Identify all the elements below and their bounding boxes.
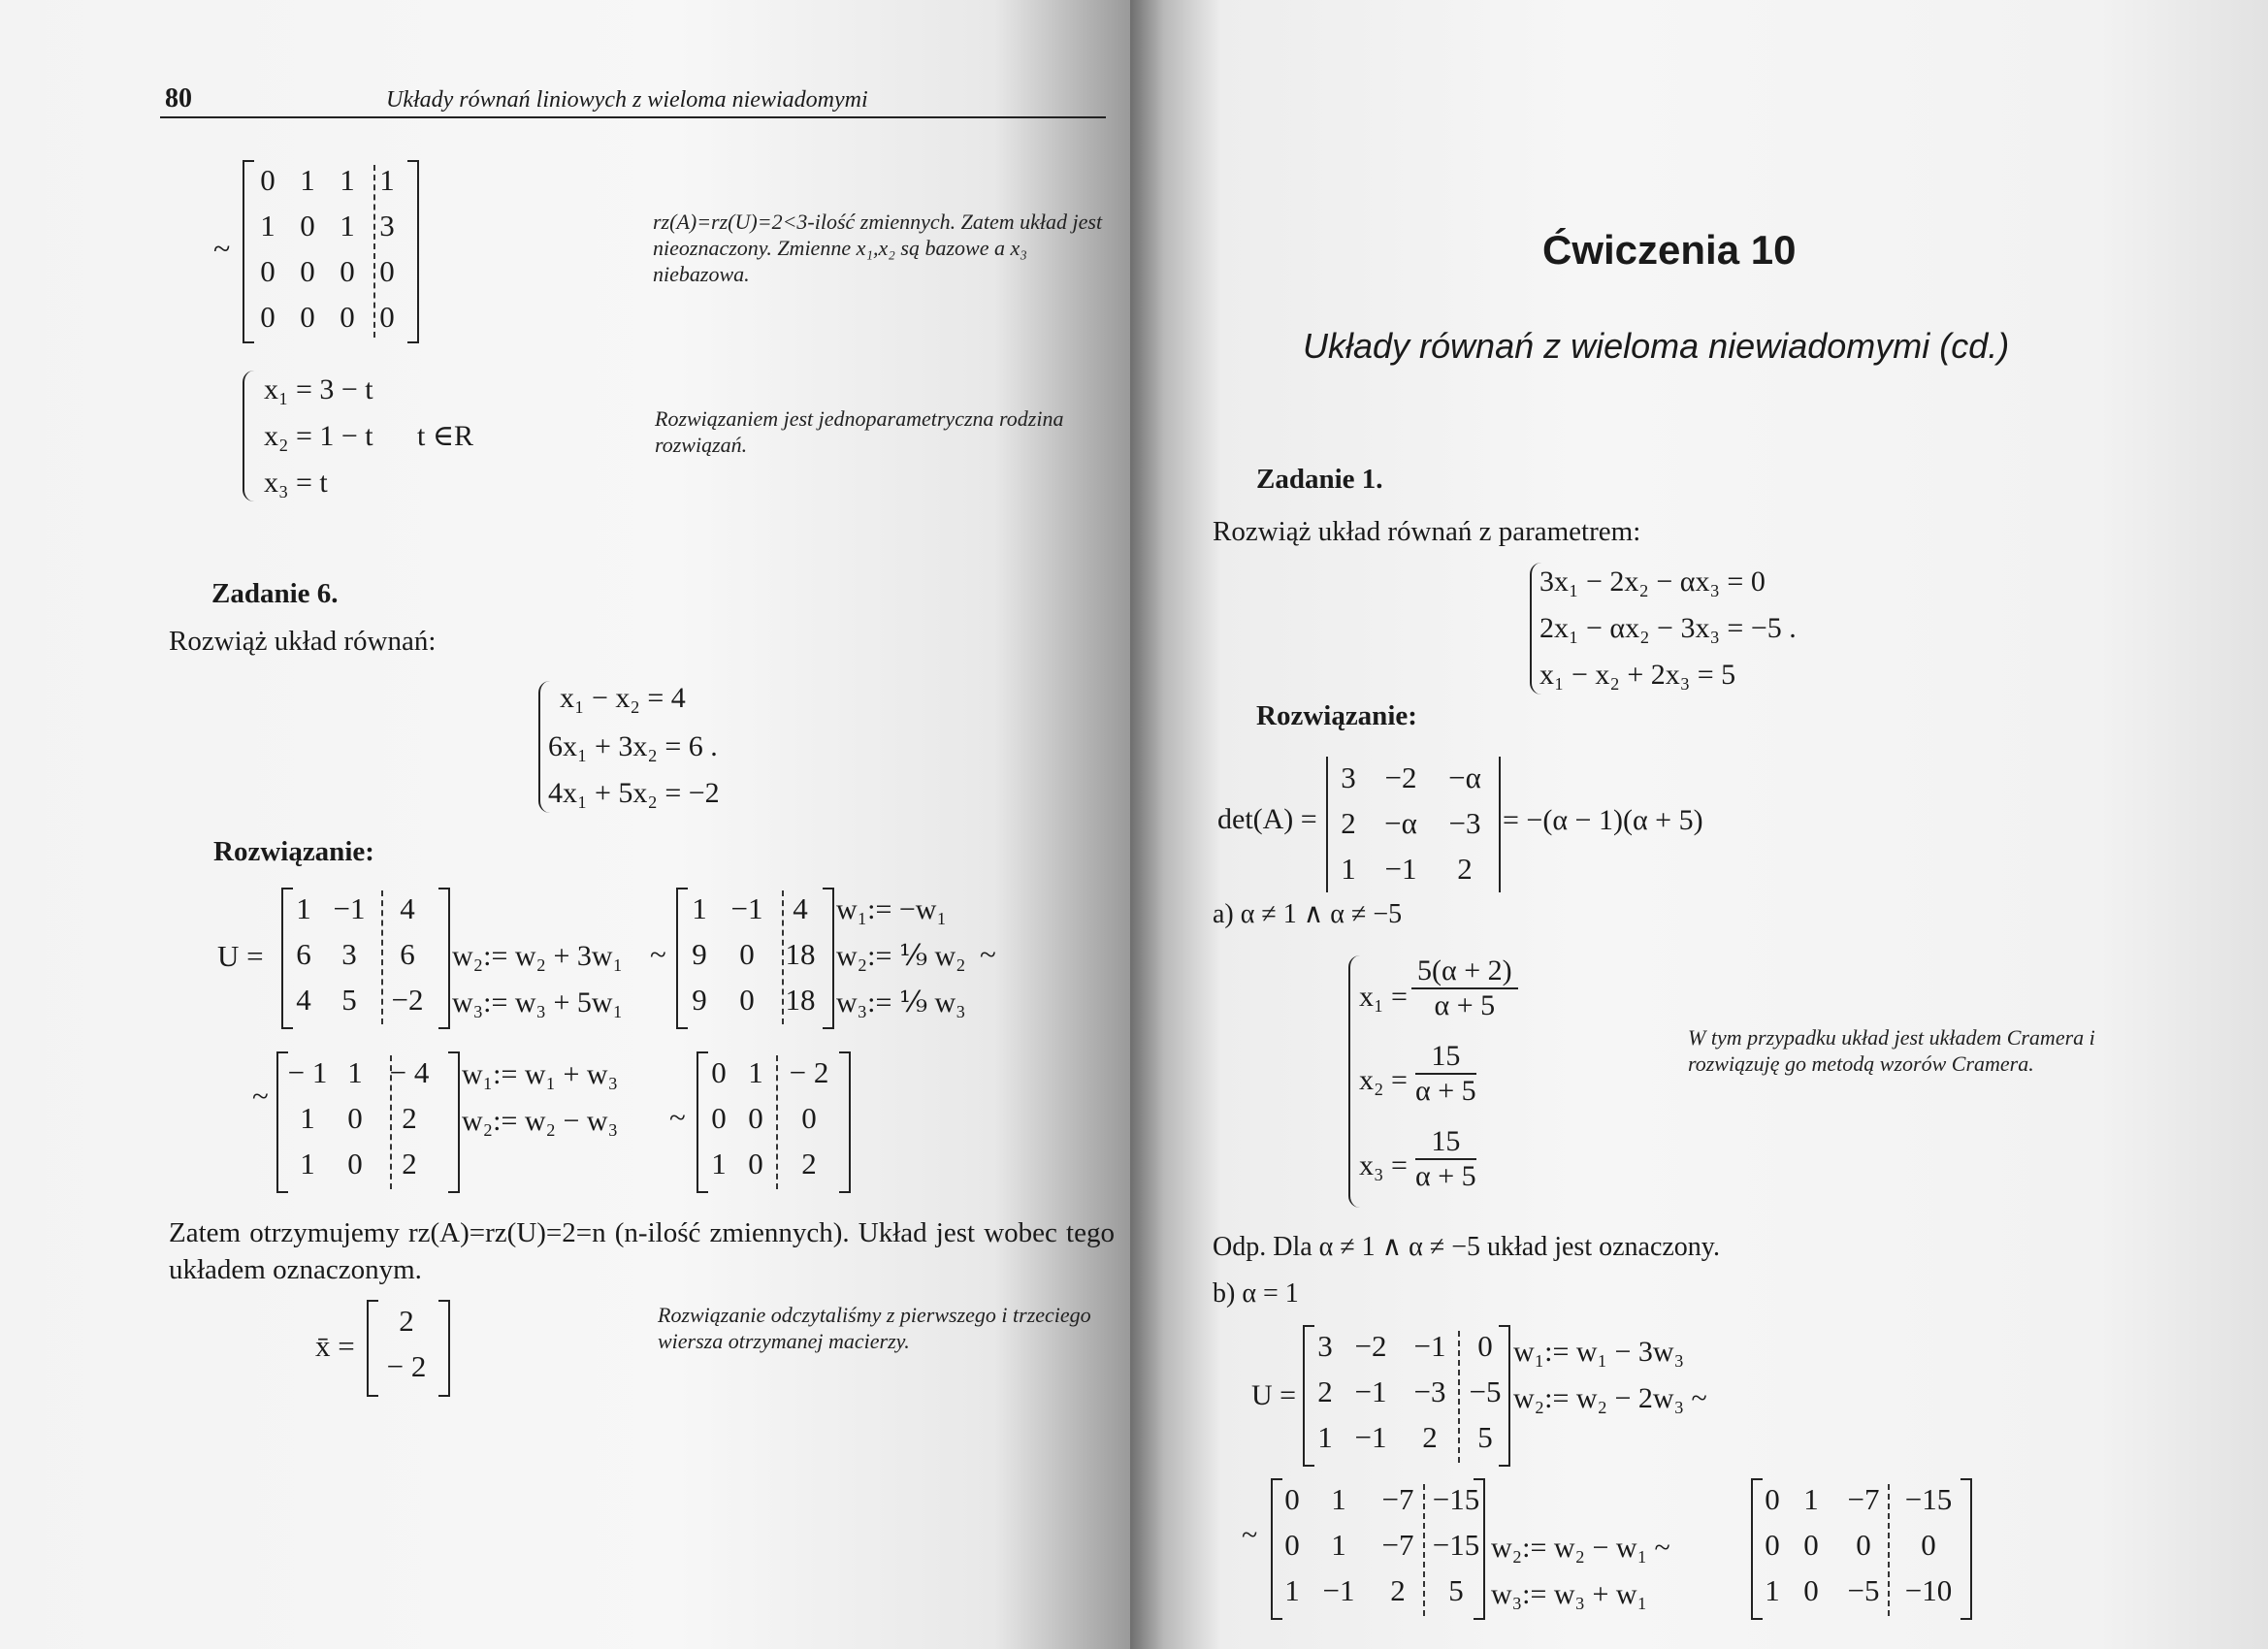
- matrix-cell: 1: [748, 1055, 763, 1089]
- fraction-denominator: α + 5: [1415, 1160, 1476, 1192]
- matrix-cell: 0: [260, 163, 275, 197]
- matrix-cell: 1: [300, 163, 315, 197]
- fraction-denominator: α + 5: [1434, 989, 1496, 1021]
- matrix-cell: 2: [402, 1147, 417, 1180]
- fraction-numerator: 15: [1415, 1040, 1476, 1075]
- matrix-cell: −5: [1469, 1374, 1502, 1408]
- solution-heading: Rozwiązanie:: [1256, 700, 1417, 731]
- bracket-right: [1474, 1478, 1485, 1620]
- matrix-cell: 0: [340, 254, 355, 288]
- matrix-cell: 0: [1803, 1573, 1819, 1607]
- matrix-cell: 1: [1317, 1420, 1333, 1454]
- determinant-cell: −2: [1384, 760, 1417, 794]
- matrix-cell: −1: [730, 891, 763, 925]
- matrix-cell: 0: [739, 983, 755, 1017]
- cramer-frac-2: [1415, 1040, 1476, 1108]
- matrix-cell: −1: [1322, 1573, 1355, 1607]
- vector-cell: 2: [399, 1304, 414, 1338]
- running-header: Układy równań liniowych z wieloma niewiadomymi: [386, 87, 868, 113]
- matrix-W: [1756, 1476, 1963, 1613]
- matrix-cell: 0: [340, 300, 355, 334]
- determinant-cell: −1: [1384, 852, 1417, 886]
- row-op: w₁:= −w₁: [836, 893, 947, 925]
- matrix-cell: 1: [692, 891, 707, 925]
- matrix-cell: −7: [1847, 1482, 1880, 1516]
- row-op: w₂:= ⅑ w₂: [836, 940, 966, 972]
- matrix-cell: −1: [1354, 1420, 1387, 1454]
- page-number: 80: [165, 83, 192, 113]
- matrix-cell: 0: [300, 209, 315, 242]
- cramer-frac-1: [1411, 954, 1518, 1022]
- matrix-cell: 0: [1765, 1528, 1780, 1562]
- determinant-matrix: [1330, 755, 1495, 891]
- matrix-cell: 6: [296, 937, 311, 971]
- bracket-right: [407, 160, 419, 343]
- param-eq-3: x₃ = t: [264, 467, 328, 499]
- matrix-cell: 0: [1921, 1528, 1936, 1562]
- task-text: Rozwiąż układ równań z parametrem:: [1213, 516, 1641, 547]
- row-op: w₁:= w₁ + w₃: [462, 1058, 619, 1090]
- left-page: [0, 0, 1130, 1649]
- matrix-cell: 5: [1448, 1573, 1464, 1607]
- matrix-cell: 1: [1331, 1482, 1346, 1516]
- U-label: U =: [217, 939, 264, 973]
- case-b: b) α = 1: [1213, 1278, 1299, 1309]
- system-eq-1: x₁ − x₂ = 4: [560, 682, 686, 714]
- matrix-cell: − 1: [287, 1055, 328, 1089]
- bracket-right: [1499, 1325, 1510, 1467]
- bracket-right: [1960, 1478, 1972, 1620]
- matrix-cell: 1: [347, 1055, 363, 1089]
- fraction-denominator: α + 5: [1415, 1075, 1476, 1107]
- matrix-cell: 2: [1317, 1374, 1333, 1408]
- matrix-cell: 2: [801, 1147, 817, 1180]
- system-eq-2: 2x₁ − αx₂ − 3x₃ = −5 .: [1539, 612, 1797, 644]
- bracket-right: [438, 888, 450, 1029]
- matrix-cell: −10: [1904, 1573, 1953, 1607]
- determinant-cell: −3: [1448, 806, 1481, 840]
- matrix-cell: 4: [400, 891, 415, 925]
- matrix-cell: −15: [1432, 1482, 1480, 1516]
- matrix-2: [287, 886, 437, 1022]
- det-bar-left: [1326, 757, 1328, 892]
- note-rank: rz(A)=rz(U)=2<3-ilość zmiennych. Zatem układ jest nieoznaczony. Zmienne x₁,x₂ są bazowe a x₃ niebazowa.: [653, 210, 1103, 286]
- answer-text: Odp. Dla α ≠ 1 ∧ α ≠ −5 układ jest oznaczony.: [1213, 1232, 1720, 1262]
- param-eq-1: x₁ = 3 − t: [264, 373, 373, 405]
- matrix-cell: 0: [347, 1101, 363, 1135]
- matrix-cell: 3: [341, 937, 357, 971]
- bracket-right: [438, 1300, 450, 1397]
- tilde: ~: [252, 1079, 269, 1113]
- tilde: ~: [213, 231, 231, 266]
- det-result: = −(α − 1)(α + 5): [1503, 804, 1703, 836]
- row-op: w₂:= w₂ − 2w₃ ~: [1513, 1382, 1707, 1414]
- matrix-3: [681, 886, 825, 1022]
- tilde: ~: [980, 937, 996, 971]
- matrix-cell: 1: [300, 1147, 315, 1180]
- param-eq-2: x₂ = 1 − t: [264, 420, 373, 452]
- tilde: ~: [669, 1100, 686, 1134]
- matrix-cell: 9: [692, 983, 707, 1017]
- matrix-cell: 0: [711, 1101, 727, 1135]
- matrix-cell: 1: [379, 163, 395, 197]
- determinant-cell: −α: [1384, 806, 1417, 840]
- note-family: Rozwiązaniem jest jednoparametryczna rodzina rozwiązań.: [655, 406, 1064, 457]
- task-heading: Zadanie 6.: [211, 578, 339, 609]
- matrix-cell: 2: [402, 1101, 417, 1135]
- row-op: w₂:= w₂ + 3w₁: [452, 940, 624, 972]
- bracket-right: [839, 1051, 851, 1193]
- matrix-cell: −15: [1432, 1528, 1480, 1562]
- fraction-numerator: 15: [1415, 1125, 1476, 1160]
- system-eq-3: 4x₁ + 5x₂ = −2: [548, 777, 720, 809]
- matrix-cell: 3: [1317, 1329, 1333, 1363]
- header-rule: [160, 116, 1106, 118]
- fraction-numerator: 5(α + 2): [1411, 954, 1518, 989]
- matrix-cell: 1: [340, 209, 355, 242]
- matrix-cell: 0: [1284, 1528, 1300, 1562]
- augment-line: [1458, 1331, 1460, 1463]
- system-eq-2: 6x₁ + 3x₂ = 6 .: [548, 730, 718, 762]
- cramer-frac-3: [1415, 1125, 1476, 1193]
- matrix-cell: 0: [1765, 1482, 1780, 1516]
- matrix-cell: 1: [1284, 1573, 1300, 1607]
- cramer-var-3: x₃ =: [1359, 1149, 1408, 1181]
- determinant-cell: −α: [1448, 760, 1481, 794]
- matrix-cell: 4: [793, 891, 808, 925]
- augment-line: [390, 1055, 392, 1189]
- case-a: a) α ≠ 1 ∧ α ≠ −5: [1213, 899, 1403, 929]
- matrix-cell: − 4: [389, 1055, 430, 1089]
- row-op: w₁:= w₁ − 3w₃: [1513, 1336, 1685, 1368]
- matrix-cell: 0: [748, 1147, 763, 1180]
- matrix-cell: 1: [711, 1147, 727, 1180]
- matrix-4: [281, 1050, 442, 1186]
- matrix-cell: 1: [300, 1101, 315, 1135]
- task-text: Rozwiąż układ równań:: [169, 626, 437, 657]
- matrix-1: [250, 157, 409, 340]
- matrix-cell: −2: [391, 983, 424, 1017]
- matrix-cell: 0: [1477, 1329, 1493, 1363]
- matrix-cell: 5: [341, 983, 357, 1017]
- determinant-cell: 2: [1341, 806, 1356, 840]
- augment-line: [1423, 1484, 1425, 1616]
- matrix-cell: 0: [347, 1147, 363, 1180]
- row-op: w₂:= w₂ − w₃: [462, 1105, 619, 1137]
- row-op: w₃:= w₃ + w₁: [1491, 1578, 1648, 1610]
- determinant-cell: 2: [1457, 852, 1473, 886]
- row-op: w₃:= w₃ + 5w₁: [452, 986, 624, 1018]
- matrix-cell: −1: [1413, 1329, 1446, 1363]
- matrix-cell: 0: [300, 300, 315, 334]
- determinant-cell: 1: [1341, 852, 1356, 886]
- matrix-cell: −1: [333, 891, 366, 925]
- matrix-cell: 18: [785, 983, 816, 1017]
- matrix-cell: 0: [801, 1101, 817, 1135]
- determinant-cell: 3: [1341, 760, 1356, 794]
- augment-line: [381, 890, 383, 1024]
- matrix-cell: 4: [296, 983, 311, 1017]
- row-op: w₃:= ⅑ w₃: [836, 986, 966, 1018]
- row-op: w₂:= w₂ − w₁ ~: [1491, 1532, 1670, 1564]
- bracket-right: [448, 1051, 460, 1193]
- augment-line: [373, 165, 375, 338]
- system-eq-1: 3x₁ − 2x₂ − αx₃ = 0: [1539, 566, 1766, 598]
- matrix-U: [1309, 1323, 1510, 1460]
- matrix-cell: 0: [739, 937, 755, 971]
- matrix-cell: 6: [400, 937, 415, 971]
- matrix-cell: 1: [1331, 1528, 1346, 1562]
- matrix-cell: − 2: [789, 1055, 829, 1089]
- matrix-cell: 2: [1422, 1420, 1438, 1454]
- augment-line: [776, 1055, 778, 1189]
- matrix-cell: 0: [379, 254, 395, 288]
- det-bar-right: [1499, 757, 1501, 892]
- matrix-cell: 18: [785, 937, 816, 971]
- matrix-cell: 3: [379, 209, 395, 242]
- matrix-cell: −1: [1354, 1374, 1387, 1408]
- cramer-var-2: x₂ =: [1359, 1064, 1408, 1096]
- bracket-right: [823, 888, 834, 1029]
- chapter-title: Ćwiczenia 10: [1542, 227, 1797, 273]
- matrix-cell: 0: [1856, 1528, 1871, 1562]
- vector-cell: − 2: [386, 1349, 427, 1383]
- conclusion-text: Zatem otrzymujemy rz(A)=rz(U)=2=n (n-ilość zmiennych). Układ jest wobec tego układem oznaczonym.: [169, 1217, 1115, 1285]
- matrix-V: [1276, 1476, 1485, 1613]
- note-cramer: W tym przypadku układ jest układem Cramera i rozwiązuję go metodą wzorów Cramera.: [1688, 1025, 2095, 1076]
- task-heading: Zadanie 1.: [1256, 464, 1383, 495]
- augment-line: [1888, 1484, 1890, 1616]
- matrix-cell: 0: [260, 254, 275, 288]
- matrix-cell: 0: [1803, 1528, 1819, 1562]
- U-label: U =: [1251, 1379, 1297, 1411]
- matrix-cell: −15: [1904, 1482, 1953, 1516]
- solution-heading: Rozwiązanie:: [213, 836, 374, 867]
- matrix-cell: −7: [1381, 1482, 1414, 1516]
- matrix-cell: 1: [340, 163, 355, 197]
- matrix-cell: 2: [1390, 1573, 1406, 1607]
- matrix-cell: 1: [1803, 1482, 1819, 1516]
- matrix-cell: 0: [379, 300, 395, 334]
- matrix-cell: 1: [1765, 1573, 1780, 1607]
- matrix-cell: 0: [748, 1101, 763, 1135]
- matrix-cell: −3: [1413, 1374, 1446, 1408]
- augment-line: [782, 890, 784, 1024]
- param-domain: t ∈R: [417, 420, 474, 452]
- tilde: ~: [1242, 1519, 1258, 1551]
- matrix-cell: 0: [260, 300, 275, 334]
- chapter-subtitle: Układy równań z wieloma niewiadomymi (cd.): [1303, 326, 2010, 366]
- matrix-cell: 1: [296, 891, 311, 925]
- right-page: [1130, 0, 2268, 1649]
- matrix-5: [701, 1050, 843, 1186]
- det-label: det(A) =: [1217, 803, 1317, 835]
- matrix-cell: −7: [1381, 1528, 1414, 1562]
- matrix-cell: 5: [1477, 1420, 1493, 1454]
- matrix-cell: −2: [1354, 1329, 1387, 1363]
- brace: [243, 371, 258, 501]
- matrix-cell: 0: [300, 254, 315, 288]
- system-eq-3: x₁ − x₂ + 2x₃ = 5: [1539, 659, 1736, 691]
- matrix-cell: 0: [1284, 1482, 1300, 1516]
- matrix-cell: −5: [1847, 1573, 1880, 1607]
- cramer-var-1: x₁ =: [1359, 981, 1408, 1013]
- matrix-cell: 9: [692, 937, 707, 971]
- xbar-label: x̄ =: [315, 1329, 355, 1363]
- matrix-cell: 0: [711, 1055, 727, 1089]
- tilde: ~: [650, 937, 666, 971]
- xbar-vector: [373, 1298, 440, 1389]
- note-readout: Rozwiązanie odczytaliśmy z pierwszego i trzeciego wiersza otrzymanej macierzy.: [658, 1303, 1091, 1353]
- matrix-cell: 1: [260, 209, 275, 242]
